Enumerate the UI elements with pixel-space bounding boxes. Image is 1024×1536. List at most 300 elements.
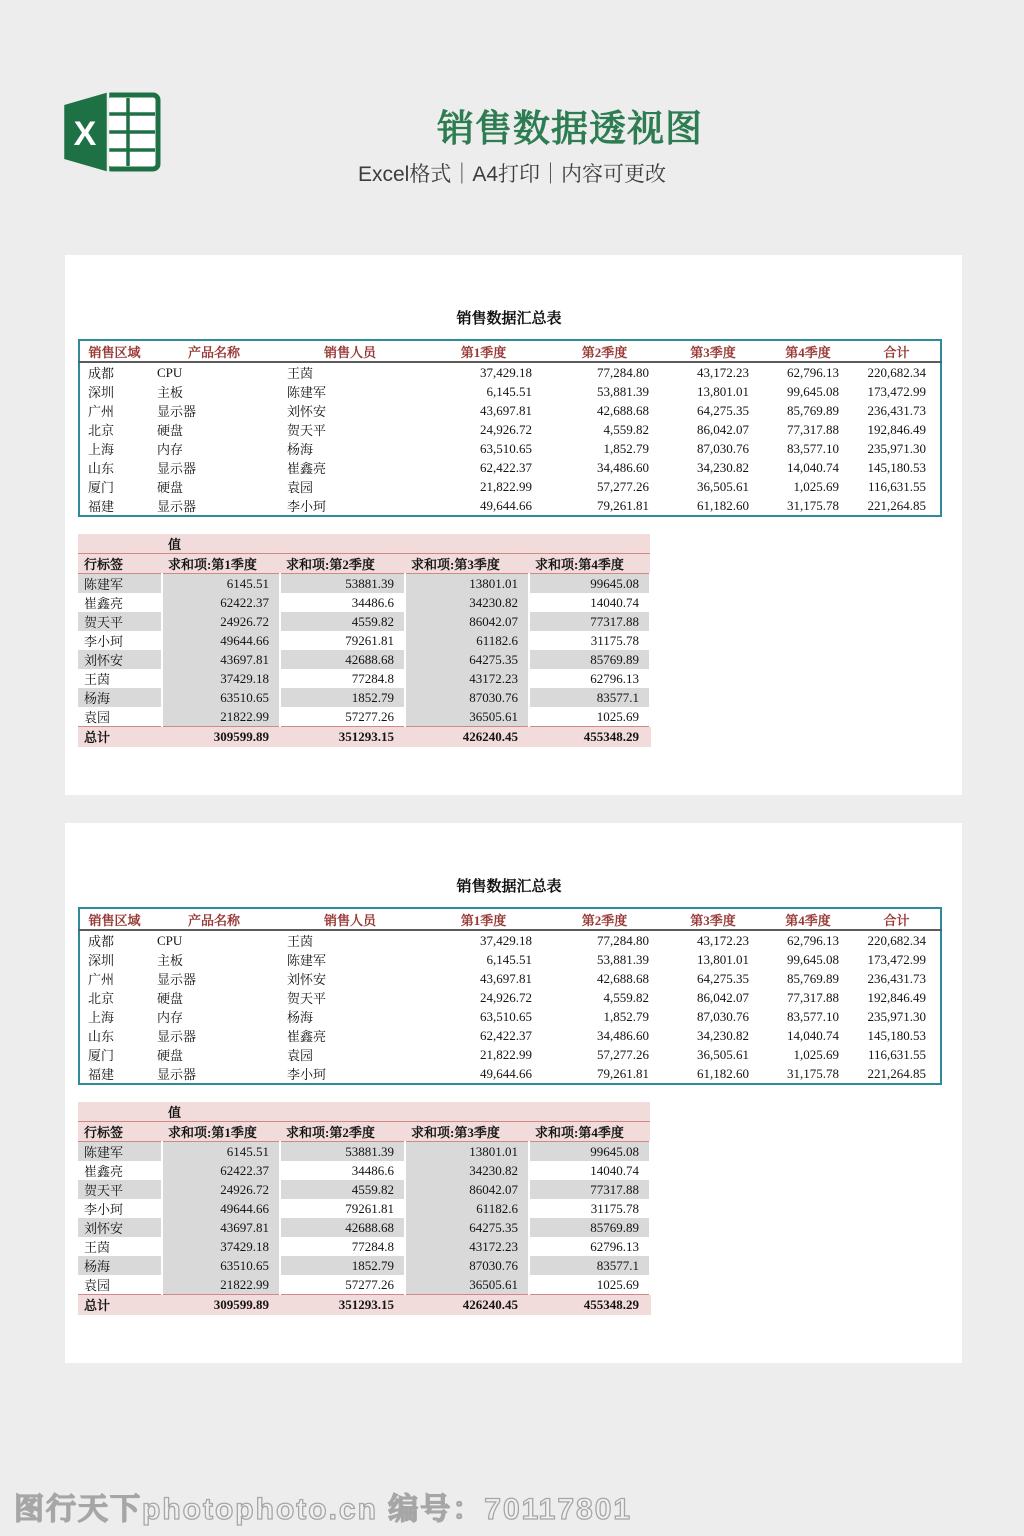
pivot-table-cell: 37429.18 [162, 1237, 280, 1256]
pivot-table-cell: 63510.65 [162, 688, 280, 707]
pivot-table-cell: 64275.35 [405, 650, 529, 669]
pivot-table-row [78, 1142, 650, 1162]
summary-column-header: 产品名称 [149, 340, 279, 362]
pivot-table-cell: 86042.07 [405, 1180, 529, 1199]
pivot-total-cell: 351293.15 [280, 727, 405, 747]
pivot-column-header: 求和项:第4季度 [529, 554, 650, 574]
summary-table-cell: 36,505.61 [697, 478, 749, 494]
summary-table-cell: 杨海 [287, 1010, 314, 1025]
pivot-table-cell: 77317.88 [529, 1180, 650, 1199]
summary-column-header: 销售人员 [279, 908, 421, 930]
summary-table-cell: 85,769.89 [787, 970, 839, 986]
pivot-table-cell: 4559.82 [280, 1180, 405, 1199]
summary-table-cell: 深圳 [88, 953, 115, 968]
summary-table-cell: 刘怀安 [287, 972, 327, 987]
summary-table-row [79, 439, 941, 458]
summary-table-cell: 主板 [157, 953, 184, 968]
watermark-text: 图行天下photophoto.cn 编号：70117801 [14, 1493, 633, 1526]
pivot-table-cell: 王茵 [78, 1237, 162, 1256]
pivot-table-cell: 57277.26 [280, 707, 405, 727]
pivot-table-cell: 64275.35 [405, 1218, 529, 1237]
summary-table-cell: 山东 [88, 461, 115, 476]
pivot-total-cell: 426240.45 [405, 727, 529, 747]
pivot-table-cell: 袁园 [78, 1275, 162, 1295]
summary-table-cell: 116,631.55 [867, 1046, 926, 1062]
pivot-table-cell: 83577.1 [529, 1256, 650, 1275]
summary-table-cell: 220,682.34 [867, 932, 926, 948]
pivot-table-cell: 袁园 [78, 707, 162, 727]
summary-table-cell: 14,040.74 [787, 459, 839, 475]
pivot-table-cell: 99645.08 [529, 1142, 650, 1162]
pivot-table-cell: 86042.07 [405, 612, 529, 631]
pivot-table [78, 1102, 651, 1315]
pivot-table-cell: 61182.6 [405, 631, 529, 650]
pivot-total-cell: 426240.45 [405, 1295, 529, 1315]
summary-table-cell: 77,317.88 [787, 421, 839, 437]
pivot-column-header: 求和项:第1季度 [162, 1122, 280, 1142]
page-title: 销售数据透视图 [437, 108, 703, 149]
summary-table-cell: 北京 [88, 423, 115, 438]
summary-table-cell: 57,277.26 [597, 478, 649, 494]
pivot-table-cell: 53881.39 [280, 574, 405, 594]
pivot-row-label-header: 行标签 [78, 1122, 162, 1142]
summary-table-cell: 31,175.78 [787, 497, 839, 513]
summary-table-cell: 4,559.82 [603, 421, 649, 437]
summary-table-cell: 77,284.80 [597, 364, 649, 380]
summary-table-cell: 77,284.80 [597, 932, 649, 948]
summary-table-cell: 87,030.76 [697, 440, 749, 456]
summary-table-cell: 62,796.13 [787, 932, 839, 948]
pivot-table-row [78, 707, 650, 727]
pivot-table-cell: 崔鑫亮 [78, 1161, 162, 1180]
summary-table-cell: 1,852.79 [603, 440, 649, 456]
summary-table-cell: 49,644.66 [480, 1065, 532, 1081]
summary-table-cell: 贺天平 [287, 423, 327, 438]
pivot-column-header: 求和项:第3季度 [405, 554, 529, 574]
pivot-values-row [78, 534, 650, 554]
summary-table-cell: 硬盘 [157, 480, 184, 495]
summary-table-cell: 43,172.23 [697, 364, 749, 380]
pivot-values-label: 值 [162, 534, 650, 554]
pivot-table-row [78, 1218, 650, 1237]
pivot-table-cell: 34486.6 [280, 593, 405, 612]
summary-table-cell: 36,505.61 [697, 1046, 749, 1062]
summary-table-cell: 173,472.99 [867, 383, 926, 399]
summary-column-header: 第3季度 [663, 908, 763, 930]
summary-table-cell: 厦门 [88, 480, 115, 495]
summary-column-header: 第4季度 [763, 340, 853, 362]
summary-table-cell: 221,264.85 [867, 497, 926, 513]
pivot-table-cell: 杨海 [78, 1256, 162, 1275]
summary-table-cell: 42,688.68 [597, 970, 649, 986]
pivot-column-header: 求和项:第2季度 [280, 1122, 405, 1142]
summary-table-cell: 61,182.60 [697, 1065, 749, 1081]
pivot-table-cell: 49644.66 [162, 631, 280, 650]
pivot-table-cell: 61182.6 [405, 1199, 529, 1218]
summary-table-cell: 厦门 [88, 1048, 115, 1063]
summary-table-cell: 62,422.37 [480, 459, 532, 475]
summary-table-cell: 77,317.88 [787, 989, 839, 1005]
summary-table-row [79, 1064, 941, 1084]
pivot-header-row [78, 554, 650, 574]
pivot-table-cell: 34230.82 [405, 593, 529, 612]
summary-table-cell: 硬盘 [157, 1048, 184, 1063]
pivot-total-cell: 455348.29 [529, 1295, 650, 1315]
summary-table-cell: 85,769.89 [787, 402, 839, 418]
summary-table-cell: 贺天平 [287, 991, 327, 1006]
pivot-table-cell: 34486.6 [280, 1161, 405, 1180]
summary-table-cell: 13,801.01 [697, 951, 749, 967]
summary-table-cell: 山东 [88, 1029, 115, 1044]
pivot-table-cell: 77317.88 [529, 612, 650, 631]
summary-table-cell: 4,559.82 [603, 989, 649, 1005]
summary-table-row [79, 458, 941, 477]
pivot-table-cell: 刘怀安 [78, 1218, 162, 1237]
summary-table-cell: 57,277.26 [597, 1046, 649, 1062]
pivot-table-cell: 贺天平 [78, 612, 162, 631]
sheet-preview-panel [65, 823, 962, 1363]
summary-table-cell: 24,926.72 [480, 421, 532, 437]
summary-table-cell: 显示器 [157, 499, 197, 514]
pivot-table-cell: 43697.81 [162, 650, 280, 669]
pivot-header-row [78, 1122, 650, 1142]
pivot-table-row [78, 1237, 650, 1256]
pivot-table-row [78, 650, 650, 669]
summary-table-cell: 62,796.13 [787, 364, 839, 380]
summary-table-cell: 福建 [88, 499, 115, 514]
summary-table-cell: 1,852.79 [603, 1008, 649, 1024]
pivot-table-cell: 贺天平 [78, 1180, 162, 1199]
pivot-table-cell: 63510.65 [162, 1256, 280, 1275]
pivot-table-cell: 4559.82 [280, 612, 405, 631]
summary-column-header: 合计 [853, 340, 941, 362]
summary-table-cell: 43,697.81 [480, 970, 532, 986]
summary-table-cell: 袁园 [287, 1048, 314, 1063]
summary-column-header: 第1季度 [421, 908, 546, 930]
pivot-table-cell: 42688.68 [280, 1218, 405, 1237]
summary-table-cell: 49,644.66 [480, 497, 532, 513]
pivot-table-cell: 49644.66 [162, 1199, 280, 1218]
pivot-table-cell: 85769.89 [529, 1218, 650, 1237]
summary-table-cell: 79,261.81 [597, 497, 649, 513]
summary-table-cell: 221,264.85 [867, 1065, 926, 1081]
pivot-table-row [78, 1256, 650, 1275]
summary-column-header: 第3季度 [663, 340, 763, 362]
pivot-table-cell: 陈建军 [78, 1142, 162, 1162]
pivot-table-row [78, 1199, 650, 1218]
summary-table-cell: 王茵 [287, 366, 314, 381]
summary-table-cell: 刘怀安 [287, 404, 327, 419]
pivot-table-cell: 李小珂 [78, 1199, 162, 1218]
pivot-table-cell: 62796.13 [529, 1237, 650, 1256]
pivot-table-cell: 43172.23 [405, 669, 529, 688]
pivot-column-header: 求和项:第2季度 [280, 554, 405, 574]
summary-header-row [79, 340, 941, 362]
pivot-table-row [78, 669, 650, 688]
summary-table-cell: 145,180.53 [867, 459, 926, 475]
pivot-table-cell: 57277.26 [280, 1275, 405, 1295]
summary-table-cell: 福建 [88, 1067, 115, 1082]
summary-header-row [79, 908, 941, 930]
summary-table-cell: 86,042.07 [697, 989, 749, 1005]
summary-table-row [79, 930, 941, 950]
pivot-table-cell: 43697.81 [162, 1218, 280, 1237]
pivot-total-cell: 351293.15 [280, 1295, 405, 1315]
pivot-table-cell: 1025.69 [529, 1275, 650, 1295]
sheet-preview-panel [65, 255, 962, 795]
summary-table-cell: 99,645.08 [787, 951, 839, 967]
summary-table-cell: 王茵 [287, 934, 314, 949]
summary-column-header: 第4季度 [763, 908, 853, 930]
summary-table-cell: 显示器 [157, 1029, 197, 1044]
pivot-table-cell: 42688.68 [280, 650, 405, 669]
summary-table-cell: CPU [157, 932, 183, 948]
pivot-table-cell: 77284.8 [280, 669, 405, 688]
summary-table-cell: 236,431.73 [867, 970, 926, 986]
pivot-table-cell: 83577.1 [529, 688, 650, 707]
summary-table-cell: 北京 [88, 991, 115, 1006]
pivot-table-row [78, 612, 650, 631]
summary-table-cell: 显示器 [157, 461, 197, 476]
summary-table-cell: 53,881.39 [597, 383, 649, 399]
pivot-table-cell: 34230.82 [405, 1161, 529, 1180]
pivot-total-row [78, 1295, 650, 1315]
summary-table [78, 907, 942, 1085]
summary-table-cell: 83,577.10 [787, 1008, 839, 1024]
summary-table-cell: 87,030.76 [697, 1008, 749, 1024]
summary-column-header: 销售区域 [79, 340, 149, 362]
pivot-table-cell: 14040.74 [529, 1161, 650, 1180]
summary-table-cell: 深圳 [88, 385, 115, 400]
pivot-total-row [78, 727, 650, 747]
summary-table-cell: 13,801.01 [697, 383, 749, 399]
pivot-corner-cell [78, 534, 162, 554]
summary-table-cell: 53,881.39 [597, 951, 649, 967]
summary-table-cell: 173,472.99 [867, 951, 926, 967]
summary-table-cell: 李小珂 [287, 1067, 327, 1082]
summary-table-cell: 86,042.07 [697, 421, 749, 437]
summary-table-cell: 235,971.30 [867, 440, 926, 456]
pivot-table-cell: 1852.79 [280, 1256, 405, 1275]
summary-column-header: 第2季度 [546, 340, 663, 362]
pivot-table-cell: 24926.72 [162, 612, 280, 631]
summary-table-row [79, 1026, 941, 1045]
summary-table-cell: 硬盘 [157, 991, 184, 1006]
pivot-total-label: 总计 [78, 727, 162, 747]
pivot-table-cell: 陈建军 [78, 574, 162, 594]
pivot-table-cell: 1852.79 [280, 688, 405, 707]
summary-table-title: 销售数据汇总表 [456, 879, 562, 895]
summary-table-cell: 1,025.69 [793, 478, 839, 494]
pivot-table-cell: 刘怀安 [78, 650, 162, 669]
pivot-table-cell: 36505.61 [405, 1275, 529, 1295]
summary-table-cell: 广州 [88, 404, 115, 419]
pivot-table-cell: 24926.72 [162, 1180, 280, 1199]
pivot-table-cell: 43172.23 [405, 1237, 529, 1256]
logo-letter: X [73, 115, 97, 153]
summary-column-header: 产品名称 [149, 908, 279, 930]
pivot-column-header: 求和项:第3季度 [405, 1122, 529, 1142]
summary-table-cell: 63,510.65 [480, 440, 532, 456]
pivot-table-cell: 87030.76 [405, 1256, 529, 1275]
summary-table-cell: 83,577.10 [787, 440, 839, 456]
pivot-table-cell: 31175.78 [529, 631, 650, 650]
summary-table-cell: 31,175.78 [787, 1065, 839, 1081]
summary-table-cell: 42,688.68 [597, 402, 649, 418]
summary-table-cell: 43,172.23 [697, 932, 749, 948]
summary-table-row [79, 950, 941, 969]
summary-table-cell: 李小珂 [287, 499, 327, 514]
summary-table-row [79, 988, 941, 1007]
pivot-table-cell: 13801.01 [405, 1142, 529, 1162]
summary-table-row [79, 401, 941, 420]
summary-table-cell: 64,275.35 [697, 970, 749, 986]
summary-table-cell: 61,182.60 [697, 497, 749, 513]
summary-table-cell: 116,631.55 [867, 478, 926, 494]
summary-table-cell: 14,040.74 [787, 1027, 839, 1043]
summary-table-cell: 广州 [88, 972, 115, 987]
summary-table-cell: 34,486.60 [597, 459, 649, 475]
summary-table-cell: 6,145.51 [486, 383, 532, 399]
pivot-table-cell: 53881.39 [280, 1142, 405, 1162]
summary-table-cell: 235,971.30 [867, 1008, 926, 1024]
pivot-table-cell: 37429.18 [162, 669, 280, 688]
summary-table-cell: 43,697.81 [480, 402, 532, 418]
summary-table-cell: 内存 [157, 1010, 184, 1025]
summary-column-header: 第1季度 [421, 340, 546, 362]
summary-table-cell: 杨海 [287, 442, 314, 457]
summary-table-cell: 62,422.37 [480, 1027, 532, 1043]
summary-table-row [79, 420, 941, 439]
summary-table [78, 339, 942, 517]
summary-table-cell: CPU [157, 364, 183, 380]
pivot-table-cell: 杨海 [78, 688, 162, 707]
summary-table-cell: 显示器 [157, 404, 197, 419]
summary-table-row [79, 362, 941, 382]
summary-table-cell: 成都 [88, 934, 115, 949]
summary-table-cell: 64,275.35 [697, 402, 749, 418]
summary-table-cell: 显示器 [157, 1067, 197, 1082]
summary-table-cell: 陈建军 [287, 385, 327, 400]
summary-table-cell: 192,846.49 [867, 989, 926, 1005]
pivot-table [78, 534, 651, 747]
summary-table-cell: 34,230.82 [697, 459, 749, 475]
summary-table-cell: 24,926.72 [480, 989, 532, 1005]
summary-table-cell: 37,429.18 [480, 932, 532, 948]
pivot-values-label: 值 [162, 1102, 650, 1122]
summary-table-cell: 145,180.53 [867, 1027, 926, 1043]
summary-table-cell: 192,846.49 [867, 421, 926, 437]
pivot-column-header: 求和项:第1季度 [162, 554, 280, 574]
pivot-column-header: 求和项:第4季度 [529, 1122, 650, 1142]
summary-table-cell: 34,486.60 [597, 1027, 649, 1043]
summary-table-cell: 37,429.18 [480, 364, 532, 380]
pivot-table-row [78, 574, 650, 594]
summary-table-cell: 袁园 [287, 480, 314, 495]
pivot-total-cell: 455348.29 [529, 727, 650, 747]
pivot-total-cell: 309599.89 [162, 1295, 280, 1315]
pivot-table-cell: 13801.01 [405, 574, 529, 594]
pivot-table-cell: 62422.37 [162, 1161, 280, 1180]
summary-table-row [79, 969, 941, 988]
summary-table-cell: 成都 [88, 366, 115, 381]
summary-column-header: 合计 [853, 908, 941, 930]
summary-table-cell: 上海 [88, 442, 115, 457]
pivot-table-row [78, 688, 650, 707]
summary-table-cell: 主板 [157, 385, 184, 400]
pivot-table-row [78, 1180, 650, 1199]
pivot-table-cell: 王茵 [78, 669, 162, 688]
summary-table-cell: 21,822.99 [480, 478, 532, 494]
pivot-table-cell: 1025.69 [529, 707, 650, 727]
summary-table-title: 销售数据汇总表 [456, 311, 562, 327]
pivot-table-cell: 77284.8 [280, 1237, 405, 1256]
pivot-table-cell: 21822.99 [162, 1275, 280, 1295]
summary-table-row [79, 1007, 941, 1026]
summary-table-row [79, 477, 941, 496]
pivot-table-cell: 79261.81 [280, 631, 405, 650]
summary-table-cell: 6,145.51 [486, 951, 532, 967]
pivot-table-cell: 99645.08 [529, 574, 650, 594]
pivot-total-label: 总计 [78, 1295, 162, 1315]
pivot-table-cell: 62422.37 [162, 593, 280, 612]
page-subtitle: Excel格式｜A4打印｜内容可更改 [357, 163, 667, 186]
pivot-table-cell: 21822.99 [162, 707, 280, 727]
summary-table-cell: 内存 [157, 442, 184, 457]
summary-table-cell: 崔鑫亮 [287, 461, 327, 476]
pivot-corner-cell [78, 1102, 162, 1122]
excel-logo-icon [58, 86, 164, 178]
summary-table-row [79, 382, 941, 401]
summary-table-cell: 上海 [88, 1010, 115, 1025]
pivot-table-row [78, 1275, 650, 1295]
summary-table-row [79, 496, 941, 516]
summary-table-cell: 21,822.99 [480, 1046, 532, 1062]
pivot-table-cell: 6145.51 [162, 1142, 280, 1162]
summary-table-cell: 220,682.34 [867, 364, 926, 380]
pivot-table-row [78, 593, 650, 612]
pivot-table-row [78, 1161, 650, 1180]
pivot-values-row [78, 1102, 650, 1122]
pivot-total-cell: 309599.89 [162, 727, 280, 747]
summary-column-header: 第2季度 [546, 908, 663, 930]
summary-table-row [79, 1045, 941, 1064]
pivot-table-row [78, 631, 650, 650]
pivot-table-cell: 62796.13 [529, 669, 650, 688]
pivot-table-cell: 79261.81 [280, 1199, 405, 1218]
pivot-table-cell: 87030.76 [405, 688, 529, 707]
pivot-table-cell: 李小珂 [78, 631, 162, 650]
summary-table-cell: 236,431.73 [867, 402, 926, 418]
summary-table-cell: 崔鑫亮 [287, 1029, 327, 1044]
summary-column-header: 销售区域 [79, 908, 149, 930]
pivot-table-cell: 36505.61 [405, 707, 529, 727]
summary-table-cell: 63,510.65 [480, 1008, 532, 1024]
summary-table-cell: 34,230.82 [697, 1027, 749, 1043]
pivot-table-cell: 6145.51 [162, 574, 280, 594]
summary-table-cell: 陈建军 [287, 953, 327, 968]
summary-table-cell: 1,025.69 [793, 1046, 839, 1062]
summary-table-cell: 99,645.08 [787, 383, 839, 399]
summary-table-cell: 显示器 [157, 972, 197, 987]
pivot-table-cell: 31175.78 [529, 1199, 650, 1218]
pivot-row-label-header: 行标签 [78, 554, 162, 574]
pivot-table-cell: 14040.74 [529, 593, 650, 612]
pivot-table-cell: 崔鑫亮 [78, 593, 162, 612]
pivot-table-cell: 85769.89 [529, 650, 650, 669]
summary-column-header: 销售人员 [279, 340, 421, 362]
summary-table-cell: 硬盘 [157, 423, 184, 438]
